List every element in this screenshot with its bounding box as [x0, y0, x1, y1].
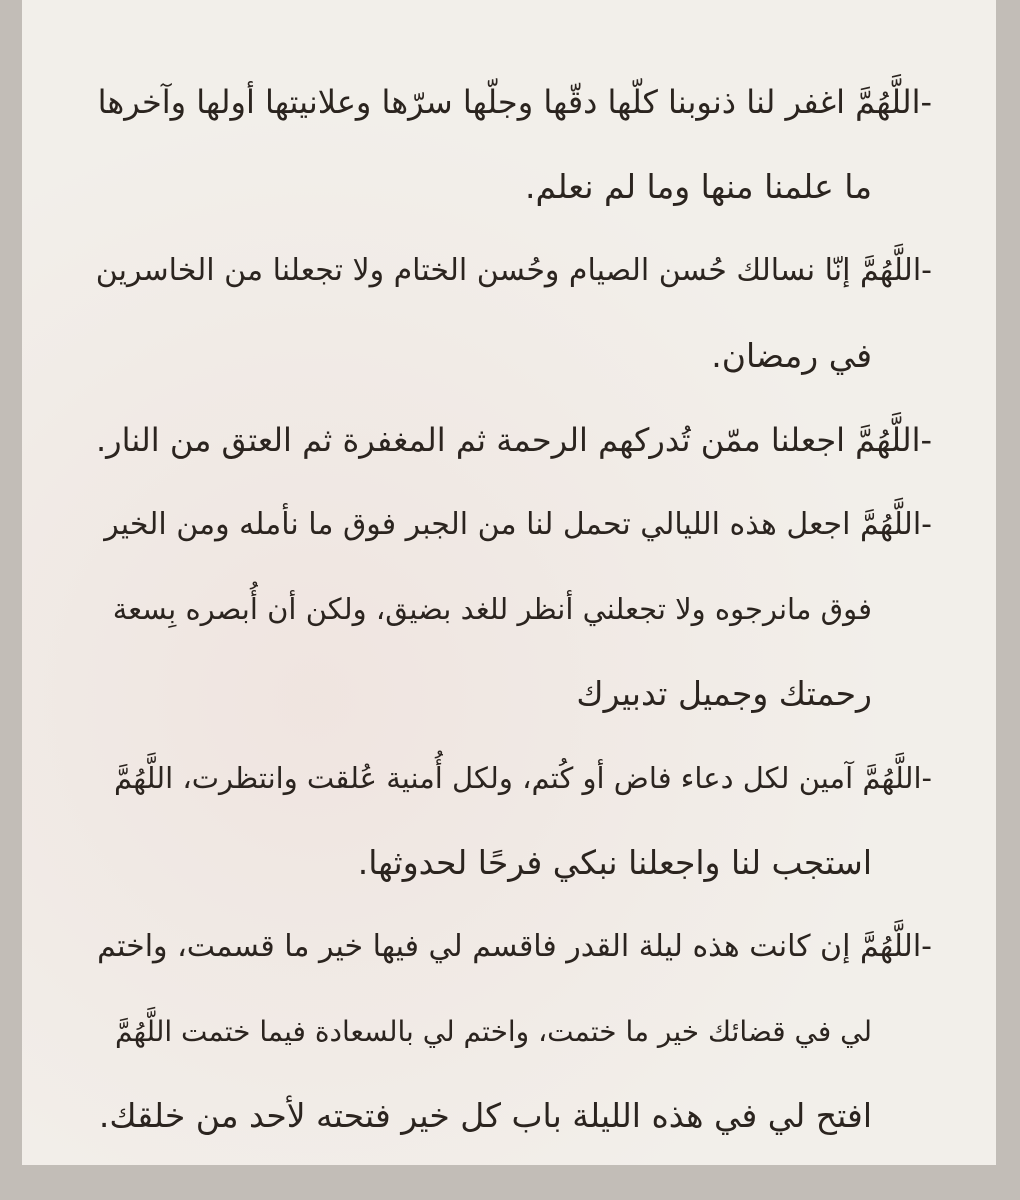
prayer-text-block	[92, 60, 932, 1159]
text-line: لي في قضائك خير ما ختمت، واختم لي بالسعادة فيما ختمت اللَّهُمَّ	[115, 1014, 872, 1048]
text-line: في رمضان.	[711, 335, 872, 375]
text-line: استجب لنا واجعلنا نبكي فرحًا لحدوثها.	[357, 842, 872, 882]
text-line: فوق مانرجوه ولا تجعلني أنظر للغد بضيق، ولكن أن أُبصره بِسعة	[112, 592, 872, 626]
text-line: افتح لي في هذه الليلة باب كل خير فتحته لأحد من خلقك.	[98, 1096, 872, 1135]
book-page	[22, 0, 996, 1165]
text-line: -اللَّهُمَّ اجعلنا ممّن تُدركهم الرحمة ثم المغفرة ثم العتق من النار.	[95, 421, 932, 459]
text-line: -اللَّهُمَّ اجعل هذه الليالي تحمل لنا من الجبر فوق ما نأمله ومن الخير	[104, 506, 932, 542]
text-line: -اللَّهُمَّ إن كانت هذه ليلة القدر فاقسم لي فيها خير ما قسمت، واختم	[97, 929, 932, 964]
text-line: رحمتك وجميل تدبيرك	[576, 673, 872, 713]
text-line: ما علمنا منها وما لم نعلم.	[525, 166, 872, 206]
text-line: -اللَّهُمَّ آمين لكل دعاء فاض أو كُتم، ولكل أُمنية عُلقت وانتظرت، اللَّهُمَّ	[114, 761, 932, 795]
text-line: -اللَّهُمَّ اغفر لنا ذنوبنا كلّها دقّها وجلّها سرّها وعلانيتها أولها وآخرها	[97, 83, 932, 121]
text-line: -اللَّهُمَّ إنّا نسالك حُسن الصيام وحُسن الختام ولا تجعلنا من الخاسرين	[95, 253, 932, 288]
